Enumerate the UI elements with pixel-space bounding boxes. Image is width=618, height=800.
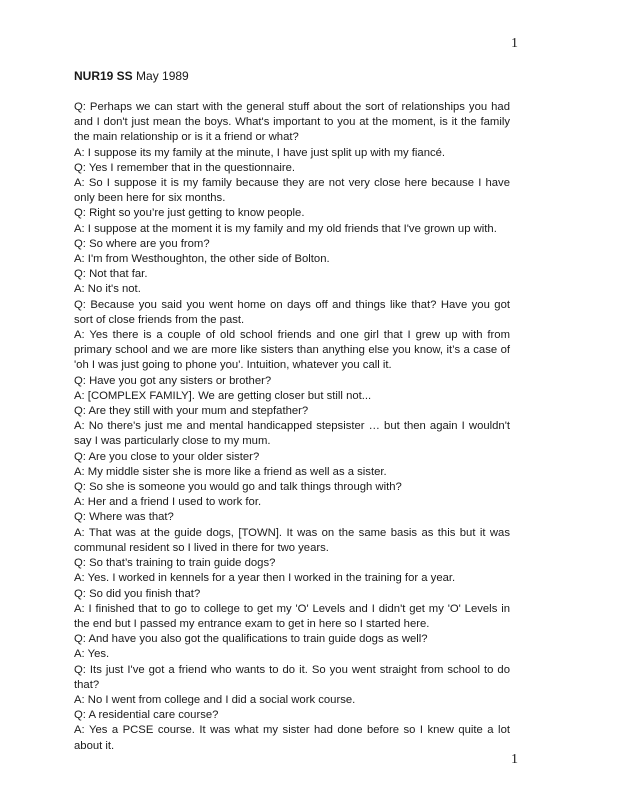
transcript-line: A: No I went from college and I did a social work course. [74,693,356,706]
transcript-line: A: So I suppose it is my family because they are not very close here because I have only been here for six months. [74,177,510,205]
transcript-line: Q: Yes I remember that in the questionnaire. [74,161,296,174]
interview-code: NUR19 SS [74,69,133,83]
transcript-line: Q: So where are you from? [74,237,210,250]
transcript-line: A: Yes. [74,648,110,661]
transcript-line: Q: Perhaps we can start with the general stuff about the sort of relationships you had and I don't just mean the boys. What's important to you at the moment, is it the family the main relationship or is it a friend or what? [74,101,510,144]
transcript-line: Q: Right so you’re just getting to know people. [74,207,305,220]
transcript-line: Q: Where was that? [74,511,174,524]
transcript-line: Q: A residential care course? [74,709,219,722]
transcript-line: A: No there's just me and mental handicapped stepsister … but then again I wouldn't say I was particularly close to my mum. [74,420,510,448]
interview-date: May 1989 [136,69,189,83]
transcript-line: A: No it's not. [74,283,141,296]
transcript-line: Q: So that’s training to train guide dogs? [74,557,276,570]
transcript-line: A: [COMPLEX FAMILY]. We are getting closer but still not... [74,389,372,402]
transcript-line: A: Her and a friend I used to work for. [74,496,262,509]
transcript-line: Q: Have you got any sisters or brother? [74,374,272,387]
transcript-line: Q: Because you said you went home on days off and things like that? Have you got sort of close friends from the past. [74,298,510,326]
transcript-line: A: Yes. I worked in kennels for a year then I worked in the training for a year. [74,572,456,585]
transcript-line: A: I suppose at the moment it is my family and my old friends that I've grown up with. [74,222,497,235]
transcript-line: Q: Are you close to your older sister? [74,450,260,463]
document-header [74,68,189,84]
transcript-line: Q: Are they still with your mum and stepfather? [74,405,309,418]
transcript-line: Q: And have you also got the qualifications to train guide dogs as well? [74,633,428,646]
page-number-top: 1 [511,36,518,51]
transcript-line: A: I finished that to go to college to get my 'O' Levels and I didn't get my 'O' Levels in the end but I passed my entrance exam to get in here so I started here. [74,602,510,630]
transcript-line: Q: So did you finish that? [74,587,201,600]
transcript-line: Q: Its just I've got a friend who wants to do it. So you went straight from school to do that? [74,663,510,691]
transcript-line: A: Yes a PCSE course. It was what my sister had done before so I knew quite a lot about it. [74,724,510,752]
transcript-line: A: Yes there is a couple of old school friends and one girl that I grew up with from primary school and we are more like sisters than anything else you know, it’s a case of 'oh I was just going to phone you'. Intuition, whatever you call it. [74,329,510,372]
transcript-line: A: I suppose its my family at the minute, I have just split up with my fiancé. [74,146,446,159]
transcript-line: A: My middle sister she is more like a friend as well as a sister. [74,465,387,478]
transcript-line: Q: So she is someone you would go and talk things through with? [74,481,402,494]
page-number-bottom: 1 [511,752,518,767]
transcript-line: Q: Not that far. [74,268,148,281]
transcript-line: A: That was at the guide dogs, [TOWN]. It was on the same basis as this but it was communal resident so I lived in there for two years. [74,526,510,554]
transcript-line: A: I'm from Westhoughton, the other side of Bolton. [74,253,330,266]
transcript-body [74,100,510,754]
